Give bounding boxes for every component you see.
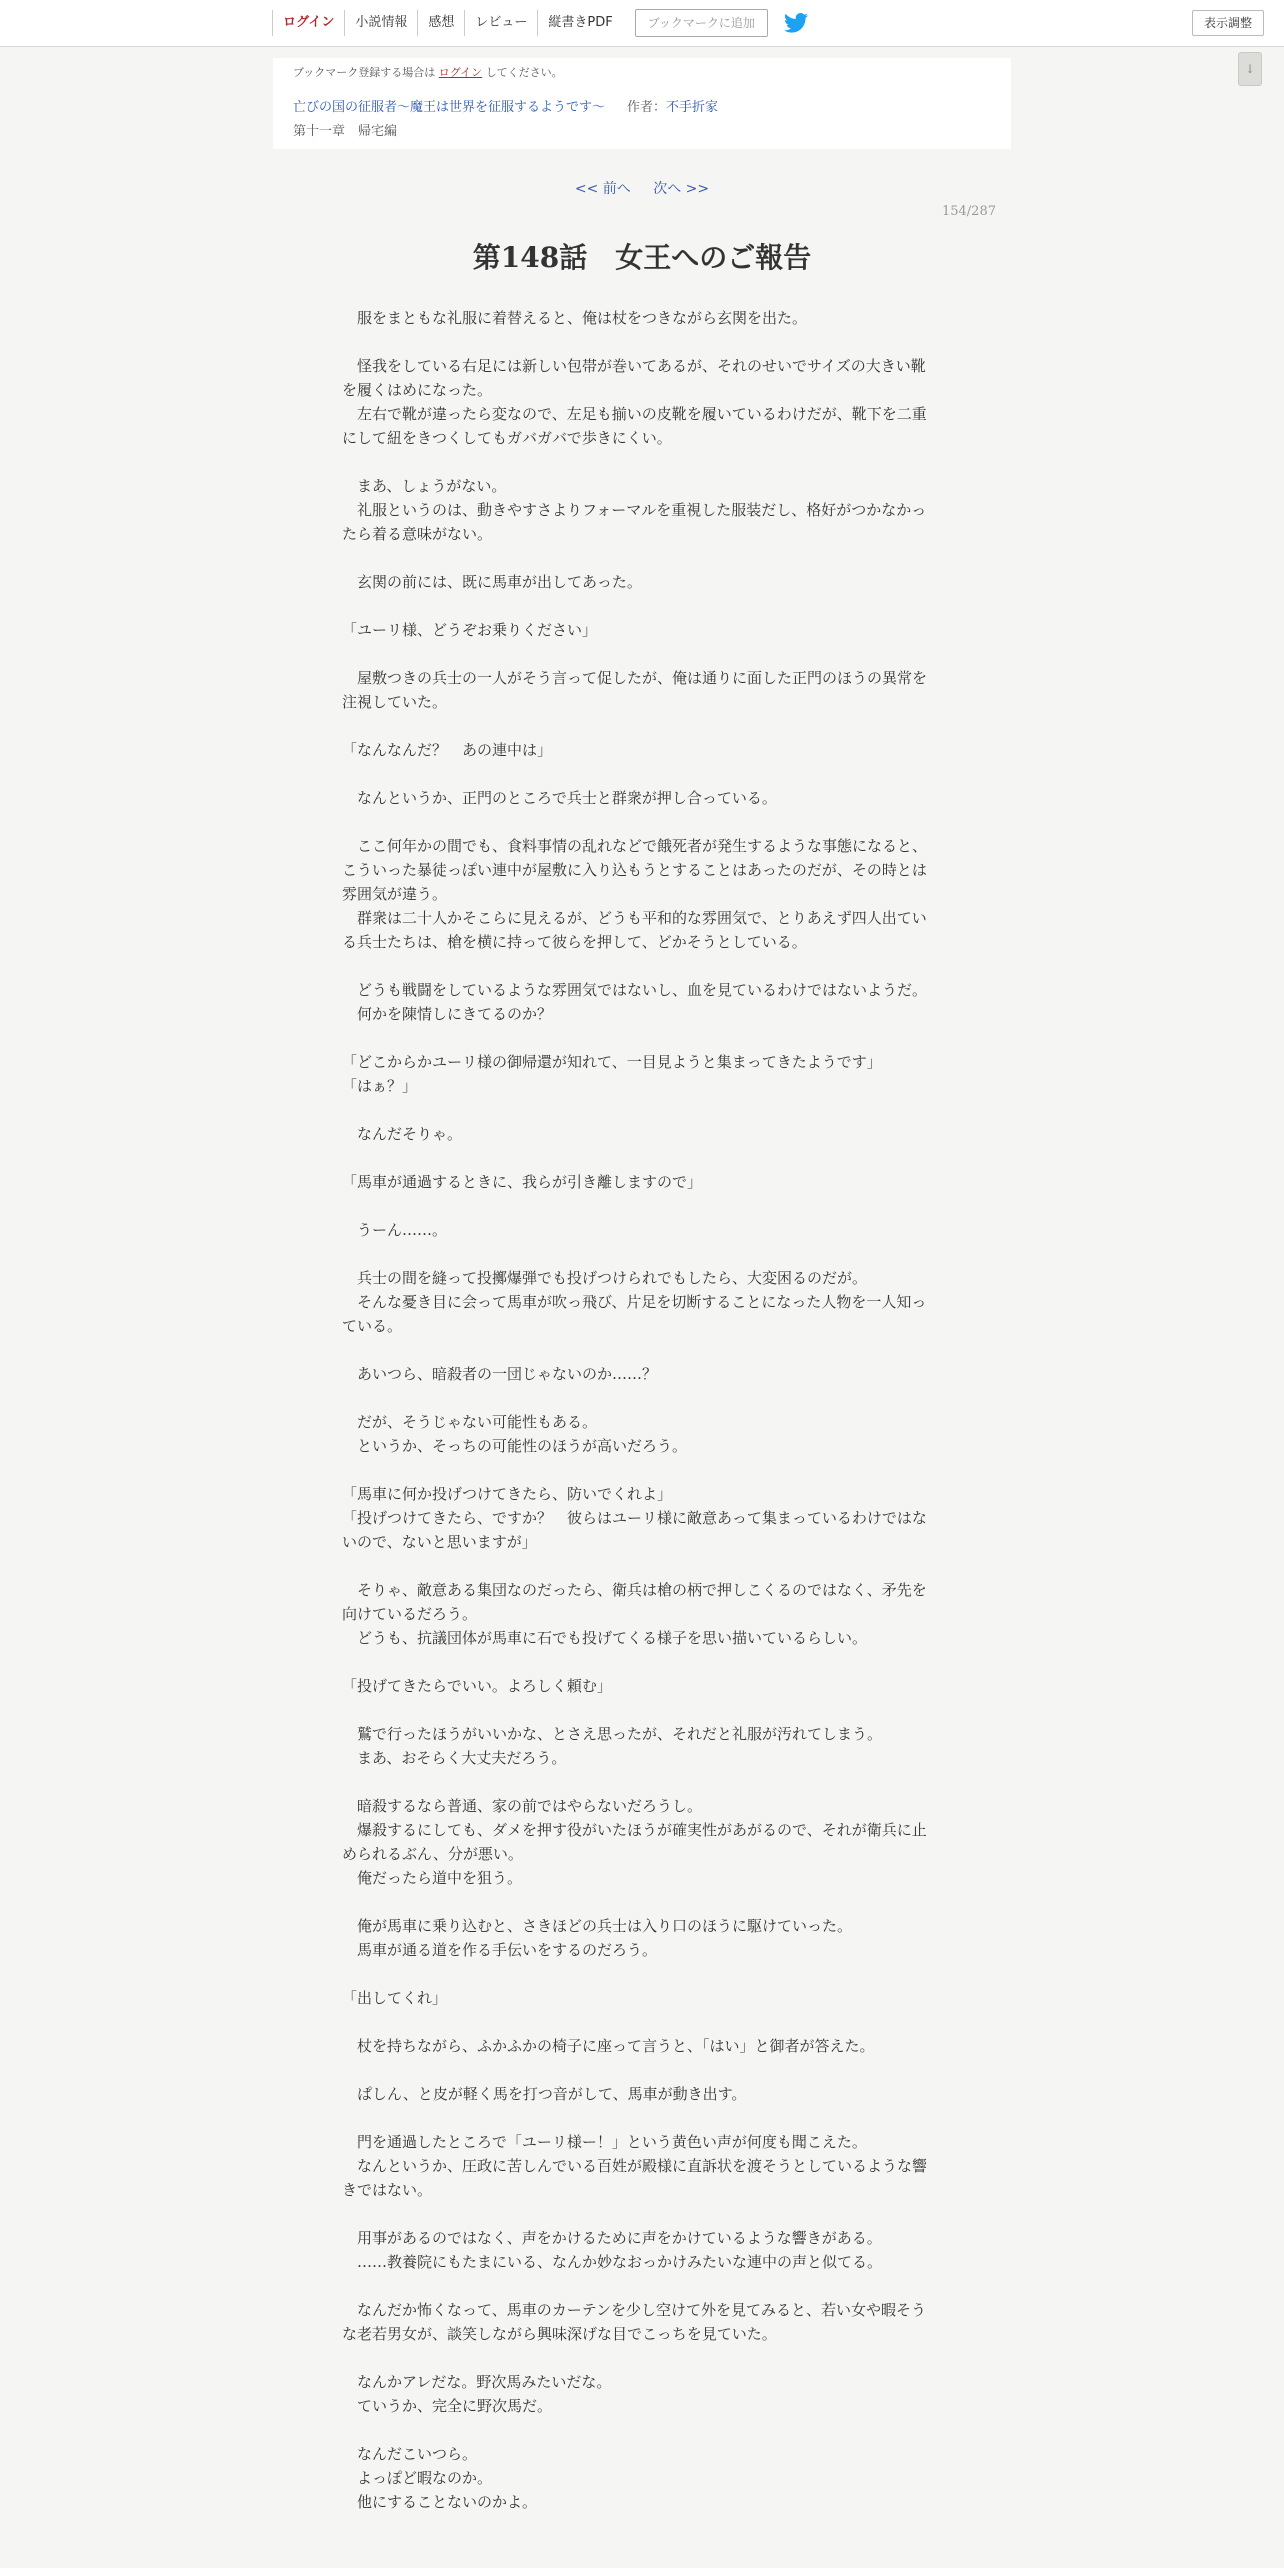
body-paragraph xyxy=(342,594,934,618)
body-paragraph: 怪我をしている右足には新しい包帯が巻いてあるが、それのせいでサイズの大きい靴を履くはめになった。 xyxy=(342,357,926,399)
body-paragraph: なんかアレだな。野次馬みたいだな。 xyxy=(342,2373,612,2391)
next-page-link[interactable]: 次へ >> xyxy=(653,181,710,197)
body-paragraph xyxy=(342,1194,934,1218)
body-paragraph: 用事があるのではなく、声をかけるために声をかけているような響きがある。 xyxy=(342,2229,882,2247)
body-paragraph: 「馬車が通過するときに、我らが引き離しますので」 xyxy=(342,1173,703,1191)
top-nav xyxy=(272,8,808,38)
login-notice xyxy=(293,64,563,80)
body-paragraph xyxy=(342,2346,934,2370)
body-paragraph xyxy=(342,1650,934,1674)
body-paragraph xyxy=(342,1146,934,1170)
body-paragraph: なんというか、正門のところで兵士と群衆が押し合っている。 xyxy=(342,789,777,807)
body-paragraph: よっぽど暇なのか。 xyxy=(342,2469,493,2487)
body-paragraph xyxy=(342,2010,934,2034)
body-paragraph: 「ユーリ様、どうぞお乗りください」 xyxy=(342,621,598,639)
body-paragraph: 俺が馬車に乗り込むと、さきほどの兵士は入り口のほうに駆けていった。 xyxy=(342,1917,853,1935)
episode-title: 第148話 女王へのご報告 xyxy=(472,241,812,274)
work-line xyxy=(293,96,718,115)
body-paragraph xyxy=(342,1890,934,1914)
body-paragraph: まあ、おそらく大丈夫だろう。 xyxy=(342,1749,567,1767)
nav-impressions-link[interactable]: 感想 xyxy=(417,10,464,36)
body-paragraph xyxy=(342,1962,934,1986)
body-paragraph: そりゃ、敵意ある集団なのだったら、衛兵は槍の柄で押しこくるのではなく、矛先を向けているだろう。 xyxy=(342,1581,927,1623)
nav-review-link[interactable]: レビュー xyxy=(464,10,537,36)
body-paragraph: 礼服というのは、動きやすさよりフォーマルを重視した服装だし、格好がつかなかったら着る意味がない。 xyxy=(342,501,927,543)
body-paragraph: ていうか、完全に野次馬だ。 xyxy=(342,2397,553,2415)
body-paragraph xyxy=(342,2274,934,2298)
novel-body xyxy=(342,306,934,2514)
chapter-title: 第十一章 帰宅編 xyxy=(293,124,398,139)
body-paragraph: 屋敷つきの兵士の一人がそう言って促したが、俺は通りに面した正門のほうの異常を注視していた。 xyxy=(342,669,928,711)
top-bar xyxy=(0,0,1284,47)
body-paragraph: 「馬車に何か投げつけてきたら、防いでくれよ」 xyxy=(342,1485,673,1503)
work-title-link[interactable]: 亡びの国の征服者～魔王は世界を征服するようです～ xyxy=(293,100,606,115)
body-paragraph xyxy=(342,1458,934,1482)
body-paragraph xyxy=(342,1026,934,1050)
body-paragraph: というか、そっちの可能性のほうが高いだろう。 xyxy=(342,1437,688,1455)
body-paragraph xyxy=(342,330,934,354)
page-count: 154/287 xyxy=(941,204,996,219)
body-paragraph: 爆殺するにしても、ダメを押す役がいたほうが確実性があがるので、それが衛兵に止められるぶん、分が悪い。 xyxy=(342,1821,927,1863)
body-paragraph: 他にすることないのかよ。 xyxy=(342,2493,538,2511)
scroll-down-button[interactable]: ↓ xyxy=(1238,52,1262,86)
body-paragraph: 「なんなんだ？ あの連中は」 xyxy=(342,741,553,759)
body-paragraph: だが、そうじゃない可能性もある。 xyxy=(342,1413,598,1431)
body-paragraph xyxy=(342,954,934,978)
login-notice-link[interactable]: ログイン xyxy=(438,66,483,79)
body-paragraph: ここ何年かの間でも、食料事情の乱れなどで餓死者が発生するような事態になると、こういった暴徒っぽい連中が屋敷に入り込もうとすることはあったのだが、その時とは雰囲気が違う。 xyxy=(342,837,928,903)
novel-info-box xyxy=(273,58,1011,149)
body-paragraph: ぱしん、と皮が軽く馬を打つ音がして、馬車が動き出す。 xyxy=(342,2085,747,2103)
body-paragraph: まあ、しょうがない。 xyxy=(342,477,507,495)
body-paragraph: ……教養院にもたまにいる、なんか妙なおっかけみたいな連中の声と似てる。 xyxy=(342,2253,883,2271)
nav-novel-info-link[interactable]: 小説情報 xyxy=(344,10,417,36)
body-paragraph: 服をまともな礼服に着替えると、俺は杖をつきながら玄関を出た。 xyxy=(342,309,808,327)
body-paragraph: 俺だったら道中を狙う。 xyxy=(342,1869,523,1887)
body-paragraph: あいつら、暗殺者の一団じゃないのか……？ xyxy=(342,1365,658,1383)
body-paragraph xyxy=(342,2106,934,2130)
body-paragraph: 左右で靴が違ったら変なので、左足も揃いの皮靴を履いているわけだが、靴下を二重にして紐をきつくしてもガバガバで歩きにくい。 xyxy=(342,405,927,447)
body-paragraph xyxy=(342,762,934,786)
body-paragraph: なんというか、圧政に苦しんでいる百姓が殿様に直訴状を渡そうとしているような響きではない。 xyxy=(342,2157,928,2199)
login-notice-suffix: してください。 xyxy=(485,66,563,79)
body-paragraph xyxy=(342,810,934,834)
body-paragraph: 「投げてきたらでいい。よろしく頼む」 xyxy=(342,1677,612,1695)
body-paragraph: そんな憂き目に会って馬車が吹っ飛び、片足を切断することになった人物を一人知っている。 xyxy=(342,1293,927,1335)
body-paragraph xyxy=(342,546,934,570)
login-notice-prefix: ブックマーク登録する場合は xyxy=(293,66,436,79)
body-paragraph xyxy=(342,642,934,666)
body-paragraph: 玄関の前には、既に馬車が出してあった。 xyxy=(342,573,642,591)
body-paragraph: 「出してくれ」 xyxy=(342,1989,448,2007)
body-paragraph: どうも、抗議団体が馬車に石でも投げてくる様子を思い描いているらしい。 xyxy=(342,1629,868,1647)
pager xyxy=(0,178,1284,198)
body-paragraph: 馬車が通る道を作る手伝いをするのだろう。 xyxy=(342,1941,658,1959)
body-paragraph: なんだそりゃ。 xyxy=(342,1125,463,1143)
body-paragraph xyxy=(342,1698,934,1722)
body-paragraph xyxy=(342,2058,934,2082)
body-paragraph xyxy=(342,1386,934,1410)
body-paragraph: 暗殺するなら普通、家の前ではやらないだろうし。 xyxy=(342,1797,703,1815)
body-paragraph xyxy=(342,2418,934,2442)
body-paragraph xyxy=(342,1098,934,1122)
body-paragraph xyxy=(342,1770,934,1794)
author-link[interactable]: 不手折家 xyxy=(666,100,719,115)
body-paragraph: どうも戦闘をしているような雰囲気ではないし、血を見ているわけではないようだ。 xyxy=(342,981,928,999)
body-paragraph: うーん……。 xyxy=(342,1221,448,1239)
body-paragraph xyxy=(342,450,934,474)
body-paragraph: 門を通過したところで「ユーリ様ー！」という黄色い声が何度も聞こえた。 xyxy=(342,2133,867,2151)
body-paragraph xyxy=(342,1554,934,1578)
body-paragraph: なんだこいつら。 xyxy=(342,2445,478,2463)
body-paragraph: 「投げつけてきたら、ですか？ 彼らはユーリ様に敵意あって集まっているわけではないので、ないと思いますが」 xyxy=(342,1509,927,1551)
bookmark-add-button[interactable]: ブックマークに追加 xyxy=(635,9,768,37)
body-paragraph: 「どこからかユーリ様の御帰還が知れて、一目見ようと集まってきたようです」 xyxy=(342,1053,882,1071)
body-paragraph: なんだか怖くなって、馬車のカーテンを少し空けて外を見てみると、若い女や暇そうな老若男女が、談笑しながら興味深げな目でこっちを見ていた。 xyxy=(342,2301,926,2343)
body-paragraph xyxy=(342,2202,934,2226)
body-paragraph xyxy=(342,1242,934,1266)
body-paragraph: 鷲で行ったほうがいいかな、とさえ思ったが、それだと礼服が汚れてしまう。 xyxy=(342,1725,883,1743)
body-paragraph: 兵士の間を縫って投擲爆弾でも投げつけられでもしたら、大変困るのだが。 xyxy=(342,1269,868,1287)
nav-login-link[interactable]: ログイン xyxy=(272,10,344,36)
author-label: 作者： xyxy=(627,100,667,115)
body-paragraph xyxy=(342,1338,934,1362)
body-paragraph xyxy=(342,714,934,738)
body-paragraph: 何かを陳情しにきてるのか？ xyxy=(342,1005,553,1023)
body-paragraph: 杖を持ちながら、ふかふかの椅子に座って言うと、「はい」と御者が答えた。 xyxy=(342,2037,875,2055)
body-paragraph: 群衆は二十人かそこらに見えるが、どうも平和的な雰囲気で、とりあえず四人出ている兵士たちは、槍を横に持って彼らを押して、どかそうとしている。 xyxy=(342,909,927,951)
display-settings-button[interactable]: 表示調整 xyxy=(1192,10,1264,36)
twitter-icon[interactable] xyxy=(784,13,808,33)
nav-pdf-link[interactable]: 縦書きPDF xyxy=(537,10,622,36)
prev-page-link[interactable]: << 前へ xyxy=(574,181,631,197)
body-paragraph: 「はぁ？」 xyxy=(342,1077,418,1095)
